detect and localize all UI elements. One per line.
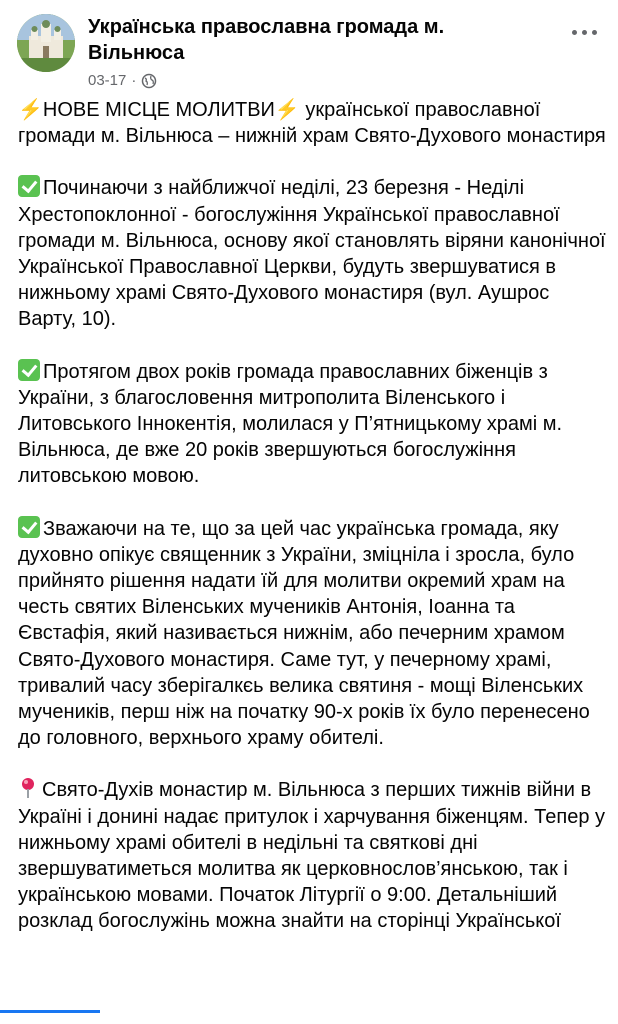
paragraph-text: Починаючи з найближчої неділі, 23 березня - Неділі Хрестопоклонної - богослужіння Української православної громади м. Вільнюса, основу якої становлять віряни канонічної Української Православної Церкви, будуть звершуватися в нижньому храмі Свято-Духового монастиря (вул. Аушрос Варту, 10). [18,177,606,331]
page-title[interactable]: Українська православна громада м. Вільнюса [88,16,445,64]
post-paragraph-4 [18,516,608,752]
paragraph-text: Протягом двох років громада православних біженців з України, з благословення митрополита Віленського і Литовського Іннокентія, молилася у П’ятницькому храмі м. Вільнюса, де вже 20 років звершуються богослужіння литовською мовою. [18,360,563,488]
post-meta [88,72,157,89]
globe-icon [141,73,157,89]
announcement-heading: НОВЕ МІСЦЕ МОЛИТВИ [42,99,275,121]
post-paragraph-5 [18,777,608,934]
lightning-icon: ⚡ [18,99,43,121]
more-options-button[interactable] [566,22,602,42]
post-paragraph-2 [18,175,608,332]
pin-icon [18,777,38,799]
dot-icon [582,30,587,35]
post-paragraph-1 [18,97,608,149]
church-icon [17,14,75,72]
bottom-bar [0,1010,618,1024]
page-avatar[interactable] [17,14,75,72]
check-mark-icon [18,359,40,381]
post-date[interactable]: 03-17 [88,72,127,89]
check-mark-icon [18,175,40,197]
paragraph-text: Свято-Духів монастир м. Вільнюса з перших тижнів війни в Україні і донині надає притулок і харчування біженцям. Тепер у нижньому храмі обителі в недільні та святкові дні звершуватиметься молитва як церковнослов’янською, так і українською мовами. Початок Літургії о 9:00. Детальніший розклад богослужінь можна знайти на сторінці Української [18,779,606,933]
meta-separator: · [131,72,137,89]
post-body [18,97,608,961]
dot-icon [592,30,597,35]
scroll-indicator [0,1010,100,1013]
post-paragraph-3 [18,359,608,490]
dot-icon [572,30,577,35]
announcement-heading-rest: української православної громади м. Вільнюса – нижній храм Свято-Духового монастиря [18,99,606,148]
paragraph-text: Зважаючи на те, що за цей час українська громада, яку духовно опікує священник з України, зміцніла і зросла, було прийнято рішення надати їй для молитви окремий храм на честь святих Віленських мучеників Антонія, Іоанна та Євстафія, який називається нижнім, або печерним храмом Свято-Духового монастиря. Саме тут, у печерному храмі, тривалий часу зберігалкєь велика святиня - мощі Віленських мучеників, перш ніж на початку 90-х років їх було перенесено до головного, верхнього храму обителі. [18,517,590,750]
post-header [0,0,618,96]
lightning-icon: ⚡ [274,99,300,121]
check-mark-icon [18,516,40,538]
